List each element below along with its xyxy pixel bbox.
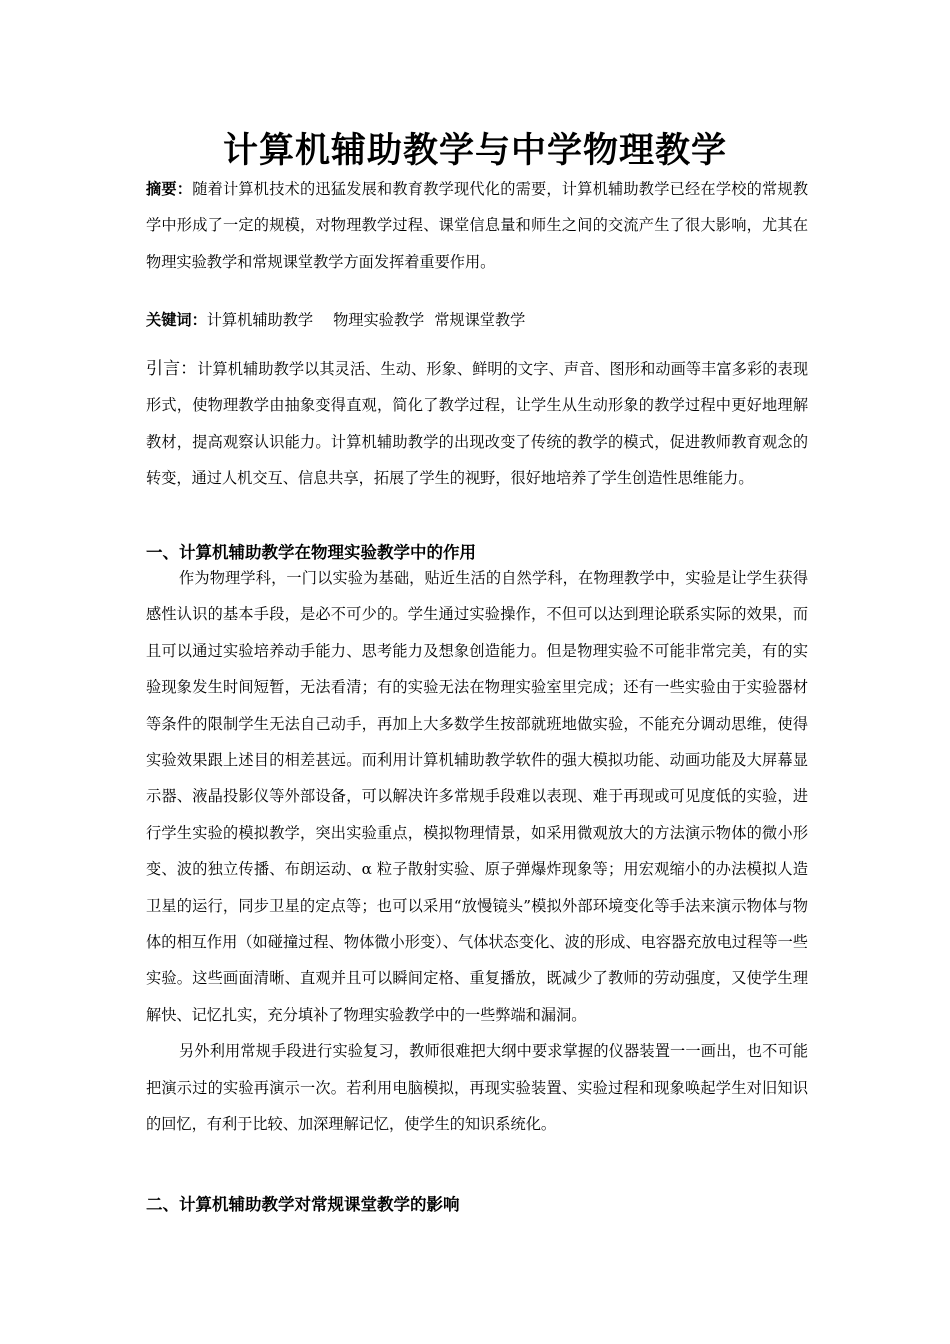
introduction [146,351,808,497]
keyword-item: 计算机辅助教学 [206,311,314,329]
keywords-label: 关键词： [146,311,207,329]
keyword-item: 常规课堂教学 [434,311,526,329]
keywords [146,302,808,338]
section-heading-2: 二、计算机辅助教学对常规课堂教学的影响 [146,1195,460,1214]
abstract-text: 随着计算机技术的迅猛发展和教育教学现代化的需要，计算机辅助教学已经在学校的常规教学中形成了一定的规模，对物理教学过程、课堂信息量和师生之间的交流产生了很大影响，尤其在物理实验教学和常规课堂教学方面发挥着重要作用。 [146,180,809,271]
section-heading-1: 一、计算机辅助教学在物理实验教学中的作用 [146,543,476,562]
body-paragraph: 另外利用常规手段进行实验复习，教师很难把大纲中要求掌握的仪器装置一一画出，也不可能把演示过的实验再演示一次。若利用电脑模拟，再现实验装置、实验过程和现象唤起学生对旧知识的回忆，有利于比较、加深理解记忆，使学生的知识系统化。 [146,1042,808,1134]
body-paragraph: 作为物理学科，一门以实验为基础，贴近生活的自然学科，在物理教学中，实验是让学生获得感性认识的基本手段，是必不可少的。学生通过实验操作，不但可以达到理论联系实际的效果，而且可以通过实验培养动手能力、思考能力及想象创造能力。但是物理实验不可能非常完美，有的实验现象发生时间短暂，无法看清；有的实验无法在物理实验室里完成；还有一些实验由于实验器材等条件的限制学生无法自己动手，再加上大多数学生按部就班地做实验，不能充分调动思维，使得实验效果跟上述目的相差甚远。而利用计算机辅助教学软件的强大模拟功能、动画功能及大屏幕显示器、液晶投影仪等外部设备，可以解决许多常规手段难以表现、难于再现或可见度低的实验，进行学生实验的模拟教学，突出实验重点，模拟物理情景，如采用微观放大的方法演示物体的微小形变、波的独立传播、布朗运动、α 粒子散射实验、原子弹爆炸现象等；用宏观缩小的办法模拟人造卫星的运行，同步卫星的定点等；也可以采用“放慢镜头”模拟外部环境变化等手法来演示物体与物体的相互作用（如碰撞过程、物体微小形变）、气体状态变化、波的形成、电容器充放电过程等一些实验。这些画面清晰、直观并且可以瞬间定格、重复播放，既减少了教师的劳动强度，又使学生理解快、记忆扎实，充分填补了物理实验教学中的一些弊端和漏洞。 [146,569,808,1024]
section-1-body [146,560,808,1143]
document-title: 计算机辅助教学与中学物理教学 [222,131,727,171]
introduction-label: 引言： [146,359,198,379]
abstract [146,171,808,280]
keyword-item: 物理实验教学 [333,311,425,329]
abstract-label: 摘要： [146,180,193,198]
introduction-text: 计算机辅助教学以其灵活、生动、形象、鲜明的文字、声音、图形和动画等丰富多彩的表现形式，使物理教学由抽象变得直观，简化了教学过程，让学生从生动形象的教学过程中更好地理解教材，提高观察认识能力。计算机辅助教学的出现改变了传统的教学的模式，促进教师教育观念的转变，通过人机交互、信息共享，拓展了学生的视野，很好地培养了学生创造性思维能力。 [146,360,808,488]
